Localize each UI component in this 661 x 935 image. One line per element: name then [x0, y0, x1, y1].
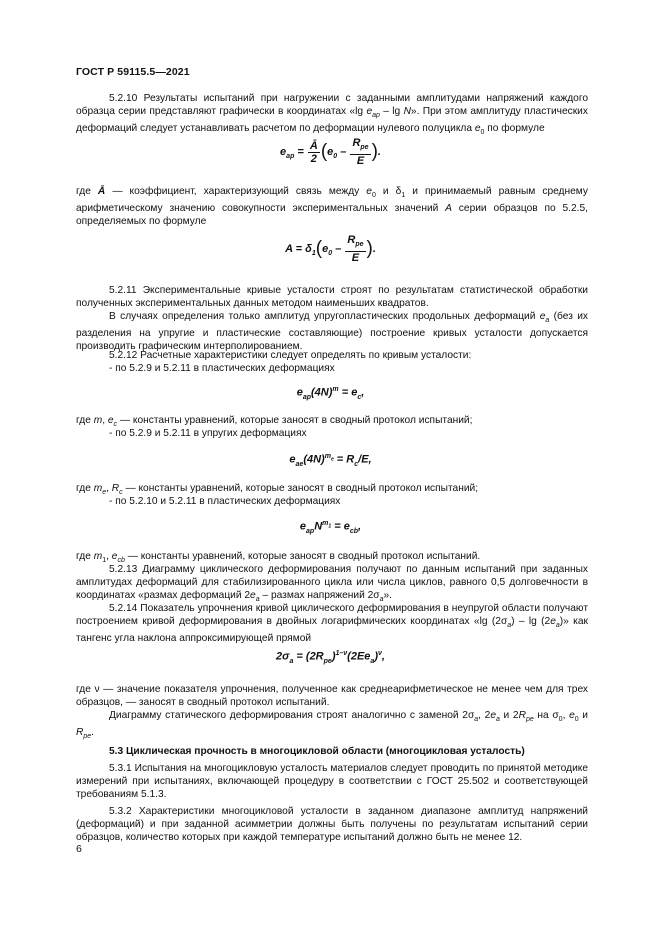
- paragraph-where-m-ec: где m, $e_c$ — константы уравнений, которые заносят в сводный протокол испытаний;: [76, 415, 473, 429]
- paragraph-5-2-11-interpolation: В случаях определения только амплитуд упругопластических продольных деформаций $e_a$ (без их разделения на упругие и пластические составляющие) построение кривых усталости допускается производить графическим интерполированием.: [76, 311, 588, 353]
- document-header: ГОСТ Р 59115.5—2021: [76, 66, 190, 78]
- paragraph-5-3-2: 5.3.2 Характеристики многоцикловой усталости в заданном диапазоне амплитуд напряжений (деформаций) и при заданной асимметрии должны быть получены по результатам испытаний серии образцов, количество которых при каждой температуре испытаний должно быть не менее 12.: [76, 806, 588, 843]
- paragraph-static-diagram: Диаграмму статического деформирования строят аналогично с заменой $2\sigma_a$, $2e_a$ и $2R_{pe}$ на $\sigma_0$, $e_0$ и $R_{pe}$.: [76, 710, 588, 741]
- paragraph-5-2-13: 5.2.13 Диаграмму циклического деформирования получают по данным испытаний при заданных амплитудах деформаций для стабилизированного цикла или числа циклов, равного 0,5 долговечности в координатах «размах деформаций $2e_a$ – размах напряжений $2\sigma_a$».: [76, 564, 588, 604]
- formula-e-ap-4n-m: $e_{ap}(4N)^m = e_c$,: [296, 386, 365, 401]
- formula-e-ap-n-m1: $e_{ap}N^{m_1} = e_{cb}$,: [299, 520, 362, 535]
- formula-e-ap: $e_{ap}$ = $\frac{Ā}{2}$ ($e_0$ – $\frac{R_{pe}}{E}$ ).: [280, 137, 381, 168]
- formula-2-sigma-a: $2\sigma_a = (2R_{pe})^{1-\nu}(2Ee_a)^\nu$,: [276, 650, 385, 665]
- list-item-elastic: - по 5.2.9 и 5.2.11 в упругих деформациях: [109, 428, 307, 439]
- section-heading-5-3: 5.3 Циклическая прочность в многоцикловой области (многоцикловая усталость): [109, 746, 525, 757]
- paragraph-5-3-1: 5.3.1 Испытания на многоцикловую усталость материалов следует проводить по принятой методике измерений при испытаниях, включающей процедуру в соответствии с ГОСТ 25.502 и соответствующей требованиям 5.1.3.: [76, 763, 588, 800]
- paragraph-5-2-10: 5.2.10 Результаты испытаний при нагружении с заданными амплитудами напряжений каждого образца серии представляют графически в координатах «lg $e_{ap}$ – lg N». При этом амплитуду пластических деформаций следует устанавливать расчетом по деформации нулевого полуцикла $e_0$ по формуле: [76, 93, 588, 137]
- list-item-plastic-1: - по 5.2.9 и 5.2.11 в пластических деформациях: [109, 363, 335, 374]
- paragraph-where-m1-ecb: где $m_1$, $e_{cb}$ — константы уравнений, которые заносят в сводный протокол испытаний.: [76, 551, 481, 565]
- formula-e-ae: $e_{ae}(4N)^{m_e} = R_c/E$,: [289, 453, 372, 468]
- paragraph-5-2-11: 5.2.11 Экспериментальные кривые усталости строят по результатам статистической обработки полученных экспериментальных данных методом наименьших квадратов.: [76, 285, 588, 309]
- paragraph-where-me-rc: где $m_e$, $R_c$ — константы уравнений, которые заносят в сводный протокол испытаний;: [76, 483, 479, 497]
- paragraph-5-2-12: 5.2.12 Расчетные характеристики следует определять по кривым усталости:: [109, 350, 472, 361]
- formula-a: $A = \delta_1(e_0$ – $\frac{R_{pe}}{E}$ ).: [285, 234, 376, 265]
- paragraph-where-a-bar: где Ā — коэффициент, характеризующий связь между $e_0$ и $\delta_1$ и принимаемый равным среднему арифметическому значению совокупности экспериментальных значений A серии образцов по 5.2.5, определяемых по формуле: [76, 186, 589, 228]
- paragraph-5-2-14: 5.2.14 Показатель упрочнения кривой циклического деформирования в неупругой области получают построением кривой деформирования в двойных логарифмических координатах «lg $(2\sigma_a)$ – $\lg (2e_a)$» как тангенс угла наклона аппроксимирующей прямой: [76, 603, 588, 645]
- page-number: 6: [76, 843, 82, 855]
- paragraph-where-nu: где ν — значение показателя упрочнения, полученное как среднеарифметическое не менее чем для трех образцов, — заносят в сводный протокол испытаний.: [76, 684, 588, 708]
- list-item-plastic-2: - по 5.2.10 и 5.2.11 в пластических деформациях: [109, 496, 341, 507]
